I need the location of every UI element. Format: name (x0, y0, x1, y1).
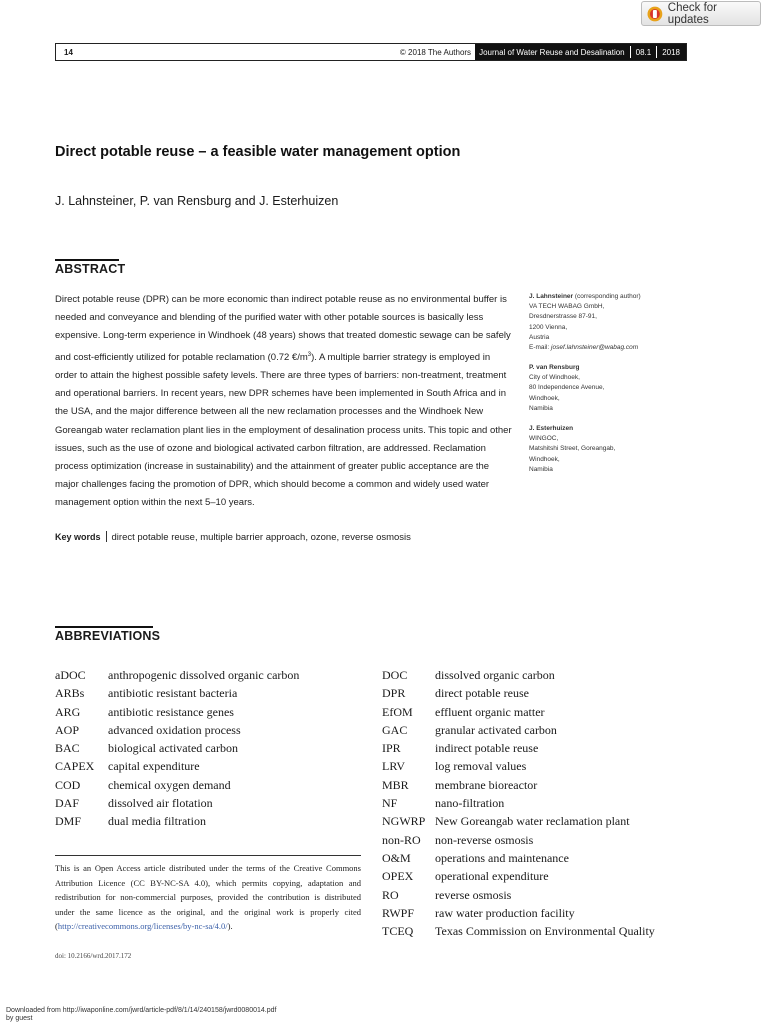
license-end: ). (227, 921, 233, 931)
abbreviation-term: non-RO (382, 832, 421, 847)
abbreviation-definition: dual media filtration (108, 814, 206, 829)
affiliation-line: Windhoek, (529, 455, 560, 463)
abbreviations-left-column (55, 666, 355, 831)
header-divider (656, 46, 657, 58)
affiliation-line: Austria (529, 333, 550, 341)
abbreviation-definition: anthropogenic dissolved organic carbon (108, 668, 300, 682)
abbreviation-term: NF (382, 796, 398, 811)
abbreviation-term: COD (55, 777, 81, 792)
journal-box (475, 44, 686, 60)
journal-year: 2018 (662, 47, 680, 57)
journal-header (55, 43, 687, 61)
copyright: © 2018 The Authors (399, 47, 472, 57)
abbreviation-definition: biological activated carbon (108, 741, 238, 756)
affiliation-name: P. van Rensburg (529, 364, 580, 371)
abbreviation-definition: raw water production facility (435, 905, 575, 920)
license-link[interactable]: http://creativecommons.org/licenses/by-nc-sa/4.0/ (57, 921, 228, 931)
abbreviation-row (55, 721, 355, 739)
abbreviation-term: DOC (382, 668, 408, 682)
abstract-superscript: 3 (307, 351, 312, 358)
abbreviation-row (382, 867, 702, 885)
abbreviation-row (382, 776, 702, 794)
affiliation-line: Namibia (529, 404, 553, 412)
abbreviation-row (382, 849, 702, 867)
abbreviation-definition: Texas Commission on Environmental Quality (435, 924, 655, 939)
affiliation-line: VA TECH WABAG GmbH, (529, 303, 605, 311)
abbreviation-term: RWPF (382, 905, 415, 920)
abbreviation-definition: granular activated carbon (435, 722, 557, 737)
abbreviation-term: TCEQ (382, 924, 414, 939)
affiliation-name: J. Lahnsteiner (529, 293, 574, 300)
abbreviation-definition: capital expenditure (108, 759, 200, 774)
keywords-label: Key words (55, 532, 101, 542)
license-text (55, 861, 361, 934)
abbreviation-row (55, 666, 355, 684)
abbreviation-definition: operations and maintenance (435, 850, 569, 865)
abbreviation-term: DPR (382, 686, 406, 701)
check-for-updates-button[interactable] (641, 1, 761, 26)
abbreviation-definition: direct potable reuse (435, 686, 529, 701)
check-for-updates-icon (647, 6, 663, 22)
email-link[interactable]: josef.lahnsteiner@wabag.com (551, 344, 639, 352)
abbreviation-term: aDOC (55, 668, 86, 682)
abbreviation-definition: effluent organic matter (435, 704, 545, 719)
download-line: by guest (6, 1015, 33, 1022)
abbreviation-row (382, 812, 702, 830)
abbreviation-definition: antibiotic resistance genes (108, 704, 234, 719)
abbreviation-definition: non-reverse osmosis (435, 832, 534, 847)
abbreviation-term: LRV (382, 759, 406, 774)
affiliation-line: Matshitshi Street, Goreangab, (529, 445, 616, 453)
abstract-rule (55, 259, 119, 261)
abbreviation-definition: advanced oxidation process (108, 722, 241, 737)
abbreviation-term: RO (382, 887, 399, 902)
keywords (55, 531, 411, 543)
affiliation-line: WINGOC, (529, 435, 559, 443)
abbreviation-row (382, 666, 702, 684)
abbreviation-row (382, 684, 702, 702)
affiliation-line: 1200 Vienna, (529, 323, 568, 331)
abbreviation-row (55, 776, 355, 794)
abbreviation-row (382, 922, 702, 940)
abbreviation-definition: dissolved air flotation (108, 796, 213, 811)
affiliation-line: 80 Independence Avenue, (529, 384, 605, 392)
abbreviation-definition: chemical oxygen demand (108, 777, 231, 792)
abbreviation-term: NGWRP (382, 814, 426, 829)
abbreviation-term: DAF (55, 796, 80, 811)
affiliation-lahnsteiner (529, 292, 689, 353)
affiliation-van-rensburg (529, 363, 689, 414)
abbreviation-definition: operational expenditure (435, 869, 549, 884)
abbreviation-term: MBR (382, 777, 409, 792)
email-label: E-mail: (529, 344, 552, 352)
abbreviation-row (55, 794, 355, 812)
abbreviation-definition: reverse osmosis (435, 887, 512, 902)
journal-issue: 08.1 (635, 47, 652, 57)
abbreviation-row (382, 739, 702, 757)
abbreviation-definition: nano-filtration (435, 796, 505, 811)
abbreviation-definition: dissolved organic carbon (435, 668, 555, 682)
keywords-text: direct potable reuse, multiple barrier approach, ozone, reverse osmosis (111, 532, 411, 543)
abbreviation-term: OPEX (382, 869, 414, 884)
abbreviations-rule (55, 626, 153, 628)
abbreviation-definition: log removal values (435, 759, 527, 774)
abbreviations-right-column (382, 666, 702, 940)
affiliation-line: Windhoek, (529, 394, 560, 402)
abbreviation-definition: antibiotic resistant bacteria (108, 686, 238, 701)
affiliation-line: City of Windhoek, (529, 374, 580, 382)
license-rule (55, 855, 361, 856)
abbreviation-row (55, 757, 355, 775)
abbreviation-row (382, 904, 702, 922)
journal-name: Journal of Water Reuse and Desalination (479, 47, 625, 57)
download-note (6, 1007, 276, 1023)
abbreviation-term: ARBs (55, 686, 85, 701)
abbreviation-definition: membrane bioreactor (435, 777, 538, 792)
affiliation-esterhuizen (529, 424, 689, 475)
header-divider (630, 46, 631, 58)
abbreviation-term: GAC (382, 722, 408, 737)
page-number: 14 (64, 47, 73, 57)
article-title: Direct potable reuse – a feasible water management option (55, 144, 461, 160)
abbreviation-row (55, 703, 355, 721)
abbreviations-heading: ABBREVIATIONS (55, 629, 161, 643)
affiliation-name: J. Esterhuizen (529, 425, 574, 432)
abstract-heading: ABSTRACT (55, 262, 126, 276)
abbreviation-row (382, 757, 702, 775)
abbreviation-row (55, 812, 355, 830)
abbreviation-term: BAC (55, 741, 80, 756)
abbreviation-row (382, 703, 702, 721)
keywords-divider (106, 531, 107, 542)
license-body: This is an Open Access article distributed under the terms of the Creative Commons Attribution Licence (CC BY-NC-SA 4.0), which permits copying, adaptation and redistribution for non-commercial purposes, provided the contribution is distributed under the same licence as the original, and the original work is properly cited ( (55, 863, 361, 931)
affiliation-line: Dresdnerstrasse 87-91, (529, 313, 597, 321)
download-line: Downloaded from http://iwaponline.com/jwrd/article-pdf/8/1/14/240158/jwrd0080014.pdf (6, 1007, 277, 1014)
abbreviation-term: O&M (382, 850, 411, 865)
abbreviation-row (55, 684, 355, 702)
abbreviation-row (55, 739, 355, 757)
abstract-text (55, 291, 512, 513)
abbreviation-row (382, 886, 702, 904)
abbreviation-term: DMF (55, 814, 82, 829)
affiliation-note: (corresponding author) (573, 293, 641, 300)
abbreviation-definition: indirect potable reuse (435, 741, 539, 756)
affiliation-line: Namibia (529, 465, 553, 473)
abbreviation-definition: New Goreangab water reclamation plant (435, 814, 630, 829)
abbreviation-term: IPR (382, 741, 401, 756)
abbreviation-term: EfOM (382, 704, 413, 719)
abbreviation-row (382, 794, 702, 812)
abbreviation-term: ARG (55, 704, 81, 719)
abbreviation-term: AOP (55, 722, 80, 737)
check-for-updates-label: Check for updates (667, 1, 718, 26)
abbreviation-row (382, 831, 702, 849)
abstract-text-part2: ). A multiple barrier strategy is employed in order to attain the highest possible safety levels. There are three types of barriers: non-treatment, treatment and operational barriers. In recent years, new DPR schemes have been implemented in South Africa and in the USA, and the major difference between all the new reclamation processes and the Windhoek New Goreangab water reclamation plant lies in the employment of desalination process units. This topic and other issues, such as the use of ozone and biological activated carbon filtration, are addressed. Reclamation process optimization (increase in sustainability) and the attainment of greater public acceptance are the major challenges facing the promotion of DPR, which should become a common and widely used water management option within the next 5–10 years. (55, 351, 512, 509)
doi: doi: 10.2166/wrd.2017.172 (55, 952, 132, 960)
abbreviation-term: CAPEX (55, 759, 95, 774)
abbreviation-row (382, 721, 702, 739)
article-authors: J. Lahnsteiner, P. van Rensburg and J. Esterhuizen (55, 194, 339, 208)
abstract-text-part1: Direct potable reuse (DPR) can be more economic than indirect potable reuse as no environmental buffer is needed and conveyance and blending of the purified water with other potable sources is basically less expensive. Long-term experience in Windhoek (48 years) shows that treated domestic sewage can be safely and cost-efficiently utilized for potable reclamation (0.72 €/m (55, 294, 511, 363)
